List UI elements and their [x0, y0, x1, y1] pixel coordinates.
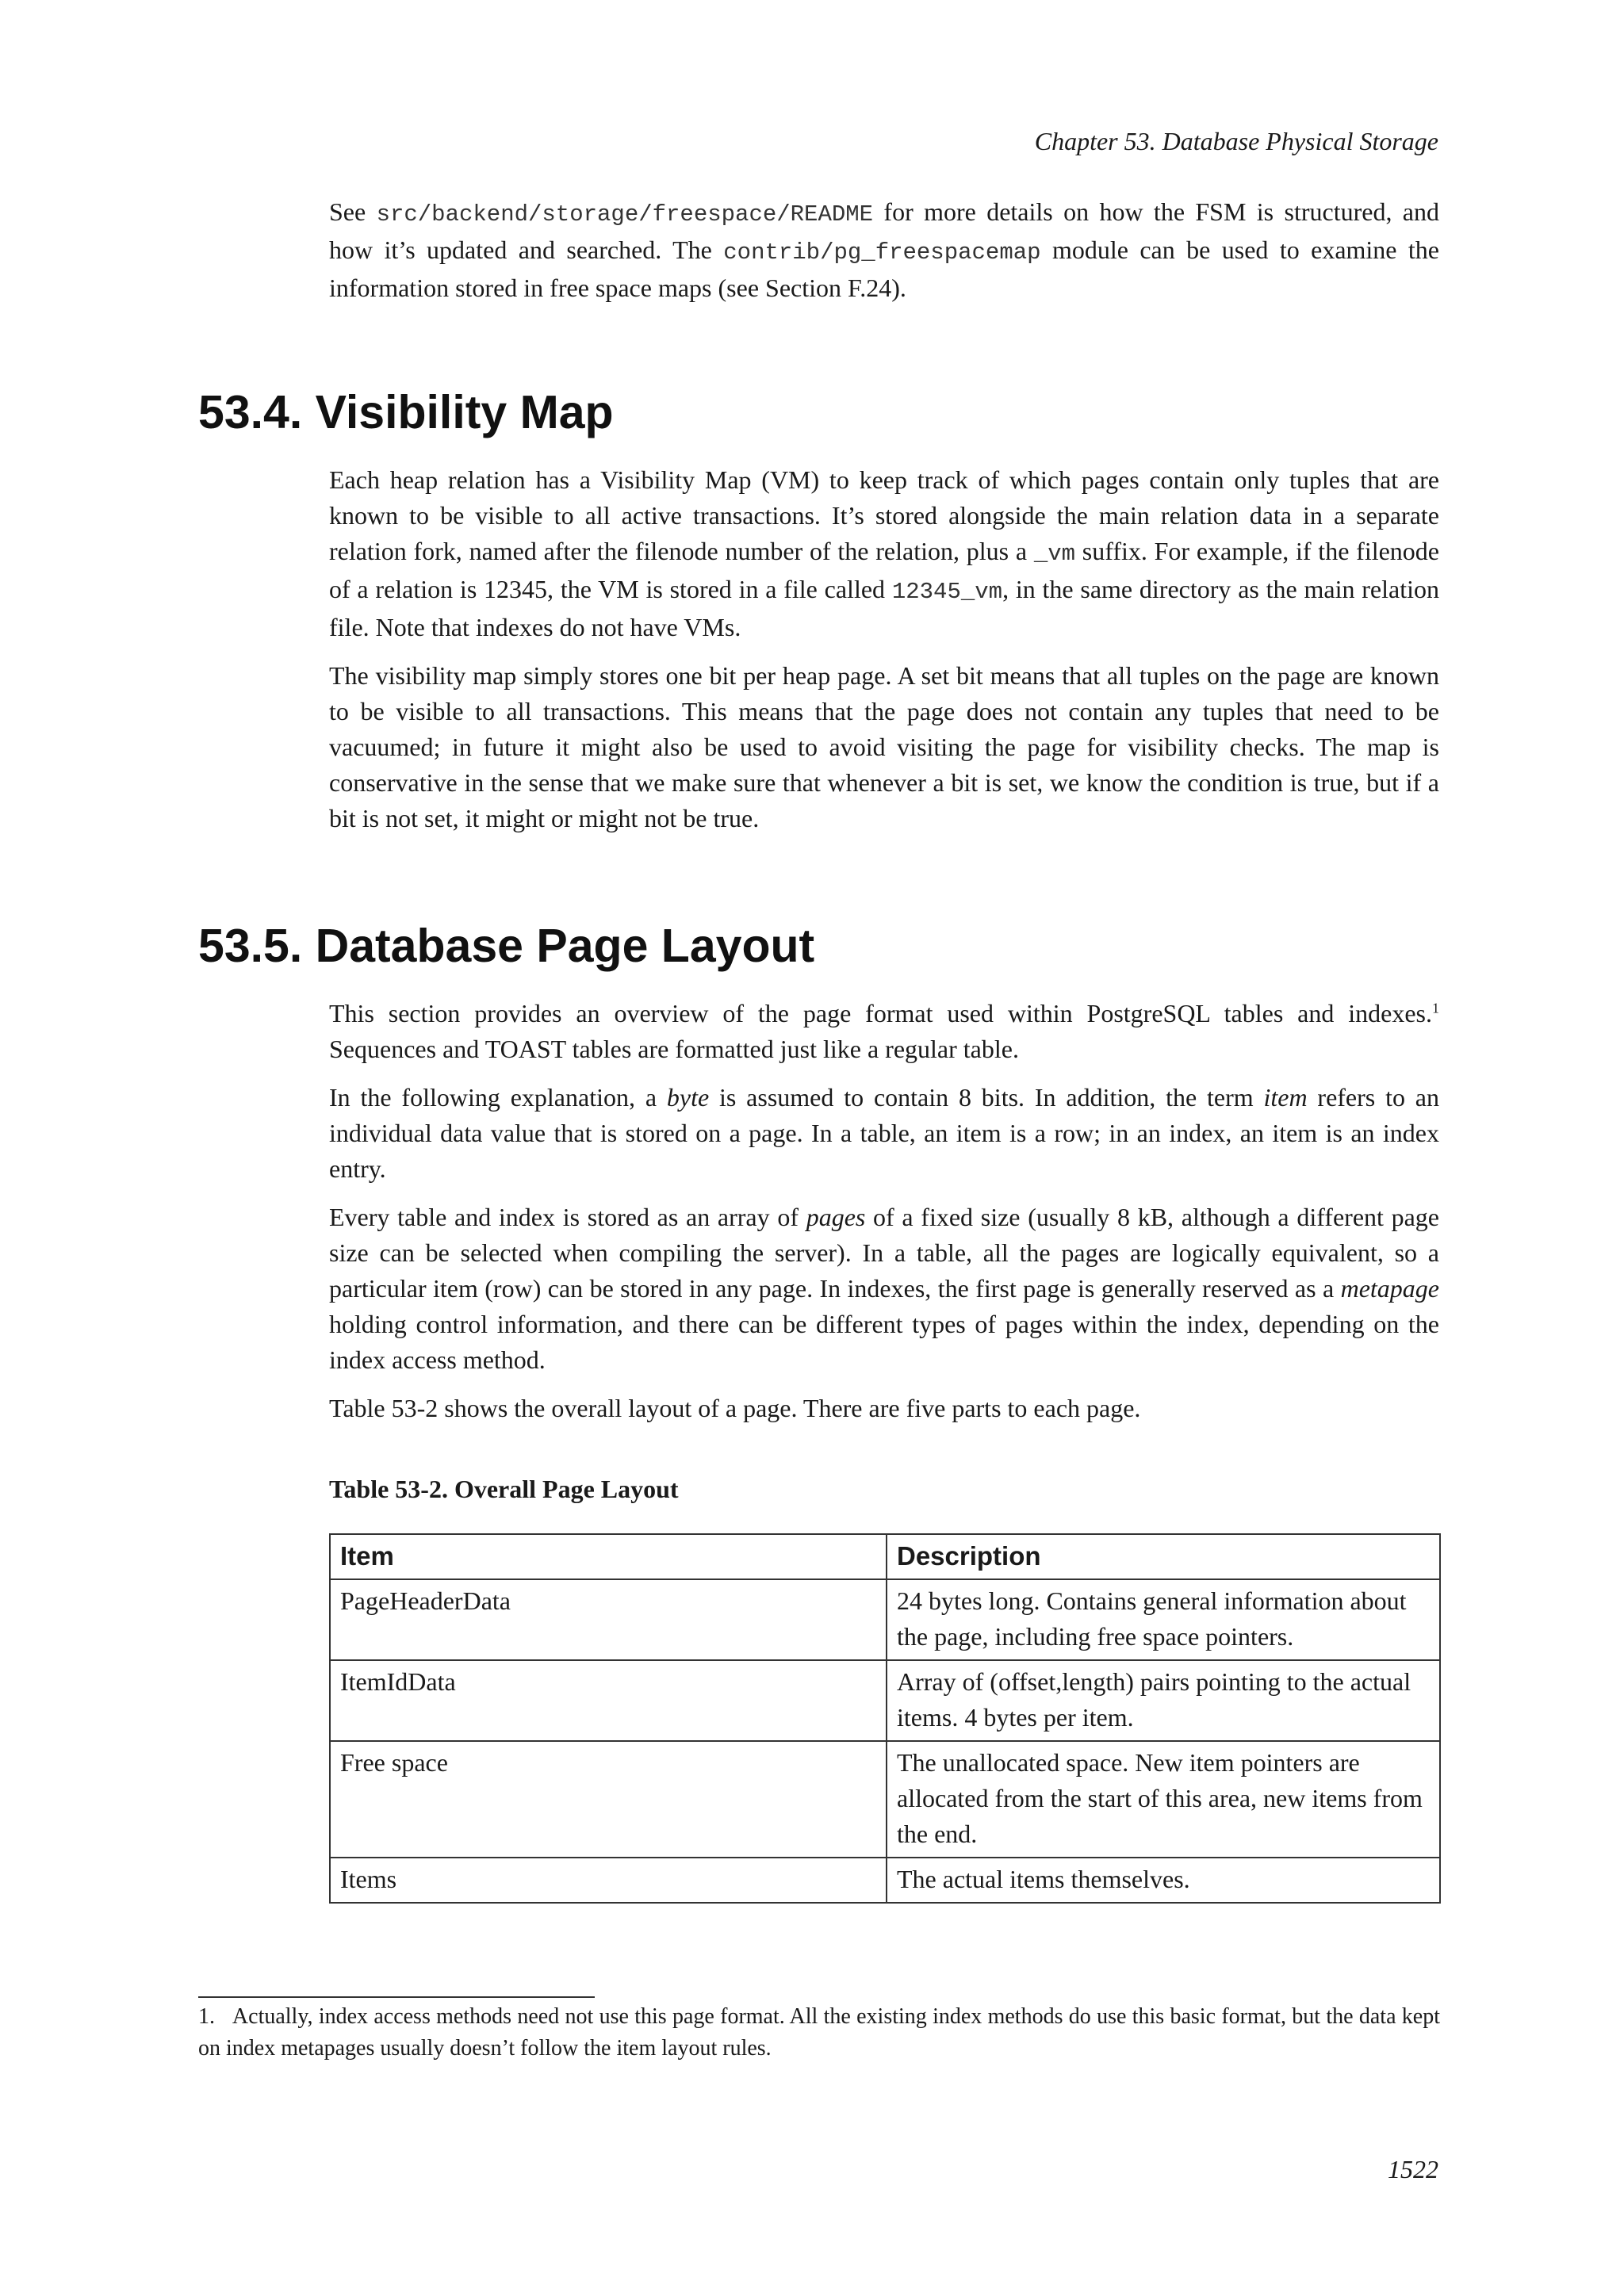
- vm-paragraph-1: Each heap relation has a Visibility Map (VM) to keep track of which pages contain only tuples that are known to be visible to all active transactions. It’s stored alongside the main relation data in a separate relation fork, named after the filenode number of the relation, plus a _vm suffix. For example, if the filenode of a relation is 12345, the VM is stored in a file called 12345_vm, in the same directory as the main relation file. Note that indexes do not have VMs.: [329, 465, 1440, 641]
- running-header: Chapter 53. Database Physical Storage: [1034, 127, 1438, 155]
- footnote-divider: [198, 1996, 595, 1998]
- table-title: Table 53-2. Overall Page Layout: [329, 1475, 679, 1503]
- visibility-map-body: [329, 462, 1439, 849]
- table-row: [330, 1660, 1440, 1741]
- footnote-number: 1.: [198, 2004, 215, 2029]
- table-cell-item: ItemIdData: [330, 1660, 887, 1741]
- column-header-item: Item: [330, 1534, 887, 1579]
- layout-paragraph-3: Every table and index is stored as an array of pages of a fixed size (usually 8 kB, although a different page size can be selected when compiling the server). In a table, all the pages are logically equivalent, so a particular item (row) can be stored in any page. In indexes, the first page is generally reserved as a metapage holding control information, and there can be different types of pages within the index, depending on the index access method.: [329, 1203, 1440, 1374]
- layout-paragraph-1: This section provides an overview of the page format used within PostgreSQL tables and indexes.$^1$ Sequences and TOAST tables are formatted just like a regular table.: [329, 999, 1439, 1063]
- intro-block: [329, 194, 1439, 319]
- intro-paragraph: See src/backend/storage/freespace/README for more details on how the FSM is structured, and how it’s updated and searched. The contrib/pg_freespacemap module can be used to examine the information stored in free space maps (see Section F.24).: [329, 197, 1440, 302]
- footnote-ref[interactable]: 1: [1432, 1000, 1439, 1016]
- footnote: [198, 2001, 1440, 2064]
- page-number: 1522: [1388, 2155, 1438, 2183]
- vm-paragraph-2: The visibility map simply stores one bit per heap page. A set bit means that all tuples on the page are known to be visible to all transactions. This means that the page does not contain any tuples that need to be vacuumed; in future it might also be used to avoid visiting the page for visibility checks. The map is conservative in the sense that we make sure that whenever a bit is set, we know the condition is true, but if a bit is not set, it might or might not be true.: [329, 661, 1439, 832]
- section-title-visibility-map: 53.4. Visibility Map: [198, 386, 614, 438]
- table-row: [330, 1741, 1440, 1858]
- table-cell-item: Items: [330, 1858, 887, 1903]
- footnote-text: Actually, index access methods need not use this page format. All the existing index methods do use this basic format, but the data kept on index metapages usually doesn’t follow the item layout rules.: [198, 2004, 1441, 2061]
- table-cell-description: The actual items themselves.: [887, 1858, 1440, 1903]
- code-vm-suffix: _vm: [1033, 541, 1076, 567]
- table-caption: [329, 1475, 1439, 1504]
- table-row: [330, 1579, 1440, 1660]
- code-module-name: contrib/pg_freespacemap: [723, 239, 1041, 266]
- column-header-description: Description: [887, 1534, 1440, 1579]
- code-vm-filename: 12345_vm: [891, 579, 1003, 605]
- section-title-page-layout: 53.5. Database Page Layout: [198, 920, 815, 972]
- code-path-readme: src/backend/storage/freespace/README: [376, 201, 874, 228]
- layout-paragraph-4: Table 53-2 shows the overall layout of a page. There are five parts to each page.: [329, 1394, 1141, 1422]
- table-cell-description: Array of (offset,length) pairs pointing to the actual items. 4 bytes per item.: [887, 1660, 1440, 1741]
- page-layout-body: [329, 996, 1439, 1439]
- table-cell-item: PageHeaderData: [330, 1579, 887, 1660]
- table-cell-item: Free space: [330, 1741, 887, 1858]
- layout-paragraph-2: In the following explanation, a byte is assumed to contain 8 bits. In addition, the term item refers to an individual data value that is stored on a page. In a table, an item is a row; in an index, an item is an index entry.: [329, 1083, 1440, 1183]
- table-row: [330, 1858, 1440, 1903]
- table-cell-description: 24 bytes long. Contains general information about the page, including free space pointers.: [887, 1579, 1440, 1660]
- table-header-row: [330, 1534, 1440, 1579]
- page-layout-table: [329, 1533, 1441, 1904]
- table-cell-description: The unallocated space. New item pointers are allocated from the start of this area, new items from the end.: [887, 1741, 1440, 1858]
